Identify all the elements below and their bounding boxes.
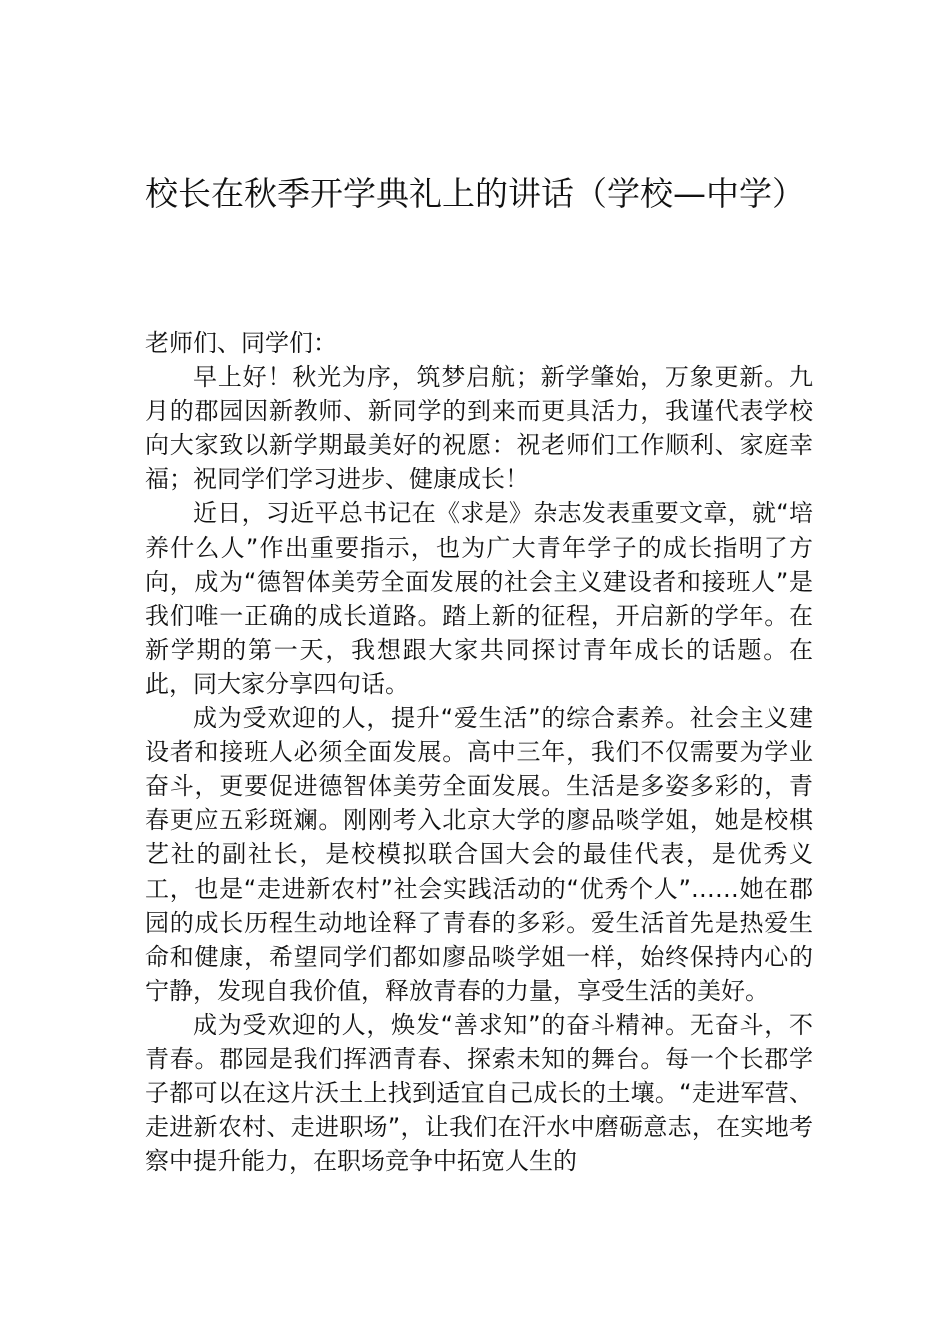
paragraph-greeting: 早上好！秋光为序，筑梦启航；新学肇始，万象更新。九月的郡园因新教师、新同学的到来而更具活力，我谨代表学校向大家致以新学期最美好的祝愿：祝老师们工作顺利、家庭幸福；祝同学们学习进步、健康成长！	[145, 363, 813, 494]
paragraph-love-life: 成为受欢迎的人，提升“爱生活”的综合素养。社会主义建设者和接班人必须全面发展。高中三年，我们不仅需要为学业奋斗，更要促进德智体美劳全面发展。生活是多姿多彩的，青春更应五彩斑斓。刚刚考入北京大学的廖品啖学姐，她是校棋艺社的副社长，是校模拟联合国大会的最佳代表，是优秀义工，也是“走进新农村”社会实践活动的“优秀个人”……她在郡园的成长历程生动地诠释了青春的多彩。爱生活首先是热爱生命和健康，希望同学们都如廖品啖学姐一样，始终保持内心的宁静，发现自我价值，释放青春的力量，享受生活的美好。	[145, 704, 813, 1005]
paragraph-seek-knowledge: 成为受欢迎的人，焕发“善求知”的奋斗精神。无奋斗，不青春。郡园是我们挥洒青春、探索未知的舞台。每一个长郡学子都可以在这片沃土上找到适宜自己成长的土壤。“走进军营、走进新农村、走进职场”，让我们在汗水中磨砺意志，在实地考察中提升能力，在职场竞争中拓宽人生的	[145, 1010, 813, 1176]
document-title: 校长在秋季开学典礼上的讲话（学校—中学）	[145, 174, 805, 213]
document-body	[145, 326, 813, 1178]
paragraph-growth-path: 近日，习近平总书记在《求是》杂志发表重要文章，就“培养什么人”作出重要指示，也为广大青年学子的成长指明了方向，成为“德智体美劳全面发展的社会主义建设者和接班人”是我们唯一正确的成长道路。踏上新的征程，开启新的学年。在新学期的第一天，我想跟大家共同探讨青年成长的话题。在此，同大家分享四句话。	[145, 499, 813, 698]
salutation: 老师们、同学们：	[145, 329, 337, 357]
